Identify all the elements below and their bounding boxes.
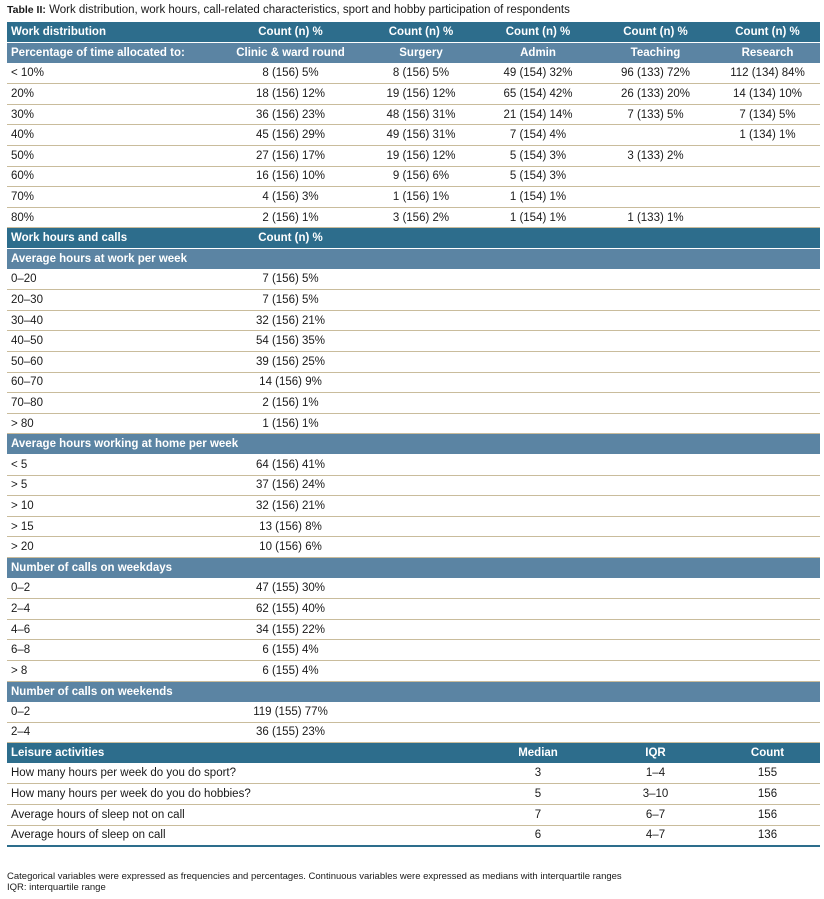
column-subheader: Clinic & ward round [219, 43, 362, 64]
table-row [7, 805, 820, 826]
table-cell [362, 702, 820, 723]
table-cell [715, 207, 820, 228]
table-cell: 8 (156) 5% [219, 63, 362, 84]
table-cell: 50–60 [7, 352, 219, 373]
table-row [7, 352, 820, 373]
table-cell: 112 (134) 84% [715, 63, 820, 84]
table-cell: > 15 [7, 516, 219, 537]
table-cell: 36 (156) 23% [219, 104, 362, 125]
table-cell: 60% [7, 166, 219, 187]
table-cell: 136 [715, 825, 820, 846]
table-row [7, 578, 820, 599]
column-header: Work distribution [7, 22, 219, 43]
table-cell: 9 (156) 6% [362, 166, 480, 187]
table-cell [596, 166, 715, 187]
table-cell: 8 (156) 5% [362, 63, 480, 84]
table-cell: 6 (155) 4% [219, 640, 362, 661]
table-cell: 2–4 [7, 722, 219, 743]
table-cell: 2–4 [7, 599, 219, 620]
table-cell: 7 (154) 4% [480, 125, 596, 146]
table-cell [715, 187, 820, 208]
table-cell: 3 (133) 2% [596, 146, 715, 167]
table-cell: 18 (156) 12% [219, 84, 362, 105]
table-row [7, 784, 820, 805]
table-cell: 30% [7, 104, 219, 125]
table-cell: 70% [7, 187, 219, 208]
section-header [7, 434, 820, 455]
results-table [7, 22, 820, 847]
table-cell [362, 454, 820, 475]
table-cell: 6 (155) 4% [219, 660, 362, 681]
table-cell: 10 (156) 6% [219, 537, 362, 558]
table-cell [362, 496, 820, 517]
table-row [7, 660, 820, 681]
column-header: IQR [596, 743, 715, 764]
table-row [7, 84, 820, 105]
table-cell: How many hours per week do you do sport? [7, 763, 480, 784]
table-cell: 20–30 [7, 290, 219, 311]
section-header [7, 557, 820, 578]
header-row [7, 228, 820, 249]
table-cell [715, 146, 820, 167]
table-row [7, 187, 820, 208]
table-cell: 7 (134) 5% [715, 104, 820, 125]
table-cell: 32 (156) 21% [219, 310, 362, 331]
table-cell: 156 [715, 805, 820, 826]
table-cell [362, 619, 820, 640]
table-cell: 19 (156) 12% [362, 146, 480, 167]
table-cell: 48 (156) 31% [362, 104, 480, 125]
column-header: Count (n) % [596, 22, 715, 43]
table-caption [7, 4, 570, 16]
section-title: Number of calls on weekends [7, 681, 820, 702]
footnote: IQR: interquartile range [7, 882, 106, 893]
column-subheader: Teaching [596, 43, 715, 64]
table-cell: 49 (156) 31% [362, 125, 480, 146]
table-row [7, 496, 820, 517]
section-title: Average hours at work per week [7, 249, 820, 270]
column-subheader: Research [715, 43, 820, 64]
header-row [7, 22, 820, 43]
table-cell [596, 187, 715, 208]
table-cell: 49 (154) 32% [480, 63, 596, 84]
table-cell: 40–50 [7, 331, 219, 352]
table-cell: 4–6 [7, 619, 219, 640]
table-cell [362, 331, 820, 352]
table-row [7, 763, 820, 784]
table-row [7, 475, 820, 496]
table-label: Table II: [7, 4, 46, 16]
table-cell: 5 [480, 784, 596, 805]
table-row [7, 516, 820, 537]
table-cell: 60–70 [7, 372, 219, 393]
table-row [7, 702, 820, 723]
table-cell: 1 (154) 1% [480, 207, 596, 228]
section-title: Number of calls on weekdays [7, 557, 820, 578]
table-cell: 6 [480, 825, 596, 846]
section-header [7, 249, 820, 270]
table-cell: Average hours of sleep on call [7, 825, 480, 846]
table-cell: How many hours per week do you do hobbies? [7, 784, 480, 805]
table-cell: 47 (155) 30% [219, 578, 362, 599]
section-title: Average hours working at home per week [7, 434, 820, 455]
table-cell: 2 (156) 1% [219, 207, 362, 228]
table-cell: 64 (156) 41% [219, 454, 362, 475]
table-cell: 30–40 [7, 310, 219, 331]
table-row [7, 166, 820, 187]
table-cell: 21 (154) 14% [480, 104, 596, 125]
table-row [7, 146, 820, 167]
table-cell [362, 475, 820, 496]
table-cell: 27 (156) 17% [219, 146, 362, 167]
table-row [7, 619, 820, 640]
table-cell: < 10% [7, 63, 219, 84]
table-cell: 3 [480, 763, 596, 784]
table-cell: 14 (156) 9% [219, 372, 362, 393]
table-cell: 39 (156) 25% [219, 352, 362, 373]
column-header: Count [715, 743, 820, 764]
table-cell [362, 537, 820, 558]
table-row [7, 454, 820, 475]
table-cell: 96 (133) 72% [596, 63, 715, 84]
table-cell: 19 (156) 12% [362, 84, 480, 105]
table-cell [362, 640, 820, 661]
table-cell: 2 (156) 1% [219, 393, 362, 414]
table-cell: 32 (156) 21% [219, 496, 362, 517]
table-cell: 45 (156) 29% [219, 125, 362, 146]
table-cell: 37 (156) 24% [219, 475, 362, 496]
table-cell [362, 660, 820, 681]
table-cell: 65 (154) 42% [480, 84, 596, 105]
table-cell: 34 (155) 22% [219, 619, 362, 640]
table-cell: 54 (156) 35% [219, 331, 362, 352]
table-cell: > 10 [7, 496, 219, 517]
table-cell: 1 (156) 1% [362, 187, 480, 208]
table-cell: > 20 [7, 537, 219, 558]
table-cell: > 5 [7, 475, 219, 496]
table-row [7, 310, 820, 331]
header-row [7, 743, 820, 764]
table-cell: 1 (134) 1% [715, 125, 820, 146]
table-cell: < 5 [7, 454, 219, 475]
table-cell: 0–2 [7, 702, 219, 723]
table-row [7, 599, 820, 620]
table-cell: 40% [7, 125, 219, 146]
table-cell [362, 599, 820, 620]
column-header: Count (n) % [362, 22, 480, 43]
table-cell [362, 516, 820, 537]
table-row [7, 331, 820, 352]
table-cell: 1 (154) 1% [480, 187, 596, 208]
table-cell: 7 (156) 5% [219, 269, 362, 290]
table-cell: 1 (156) 1% [219, 413, 362, 434]
table-row [7, 290, 820, 311]
table-cell [362, 393, 820, 414]
table-cell: 7 (133) 5% [596, 104, 715, 125]
table-cell: 62 (155) 40% [219, 599, 362, 620]
table-cell [362, 290, 820, 311]
table-row [7, 640, 820, 661]
column-header: Count (n) % [715, 22, 820, 43]
column-header: Leisure activities [7, 743, 480, 764]
table-cell: > 80 [7, 413, 219, 434]
table-cell [362, 372, 820, 393]
table-cell [362, 578, 820, 599]
section-header [7, 681, 820, 702]
table-title: Work distribution, work hours, call-related characteristics, sport and hobby participation of respondents [45, 4, 570, 16]
table-cell: 26 (133) 20% [596, 84, 715, 105]
table-cell [362, 228, 820, 249]
table-row [7, 207, 820, 228]
table-cell: Average hours of sleep not on call [7, 805, 480, 826]
table-cell [362, 352, 820, 373]
table-cell: 119 (155) 77% [219, 702, 362, 723]
table-row [7, 104, 820, 125]
subheader-row [7, 43, 820, 64]
table-row [7, 125, 820, 146]
table-cell [362, 269, 820, 290]
table-cell: > 8 [7, 660, 219, 681]
column-subheader: Surgery [362, 43, 480, 64]
column-header: Count (n) % [480, 22, 596, 43]
table-cell: 80% [7, 207, 219, 228]
column-header: Work hours and calls [7, 228, 219, 249]
table-cell: 3–10 [596, 784, 715, 805]
table-cell: 7 (156) 5% [219, 290, 362, 311]
table-cell: 36 (155) 23% [219, 722, 362, 743]
table-cell [596, 125, 715, 146]
table-cell [715, 166, 820, 187]
table-cell: 3 (156) 2% [362, 207, 480, 228]
table-cell: 155 [715, 763, 820, 784]
footnotes [7, 871, 622, 893]
column-subheader: Percentage of time allocated to: [7, 43, 219, 64]
table-cell: 6–8 [7, 640, 219, 661]
table-cell [362, 722, 820, 743]
table-cell: 4 (156) 3% [219, 187, 362, 208]
table-cell: 20% [7, 84, 219, 105]
table-cell: 4–7 [596, 825, 715, 846]
column-header: Count (n) % [219, 228, 362, 249]
table-cell: 7 [480, 805, 596, 826]
table-cell [362, 413, 820, 434]
table-row [7, 63, 820, 84]
table-cell: 70–80 [7, 393, 219, 414]
table-cell: 156 [715, 784, 820, 805]
table-row [7, 537, 820, 558]
column-header: Median [480, 743, 596, 764]
table-cell: 1 (133) 1% [596, 207, 715, 228]
table-row [7, 393, 820, 414]
table-row [7, 825, 820, 846]
footnote: Categorical variables were expressed as frequencies and percentages. Continuous variables were expressed as medians with interquartile ranges [7, 871, 622, 882]
table-cell: 5 (154) 3% [480, 146, 596, 167]
table-cell: 14 (134) 10% [715, 84, 820, 105]
table-row [7, 372, 820, 393]
table-cell: 16 (156) 10% [219, 166, 362, 187]
table-cell [362, 310, 820, 331]
table-cell: 0–20 [7, 269, 219, 290]
table-cell: 0–2 [7, 578, 219, 599]
table-row [7, 269, 820, 290]
table-cell: 13 (156) 8% [219, 516, 362, 537]
table-cell: 50% [7, 146, 219, 167]
table-row [7, 722, 820, 743]
column-subheader: Admin [480, 43, 596, 64]
column-header: Count (n) % [219, 22, 362, 43]
table-cell: 1–4 [596, 763, 715, 784]
table-cell: 6–7 [596, 805, 715, 826]
table-row [7, 413, 820, 434]
table-cell: 5 (154) 3% [480, 166, 596, 187]
